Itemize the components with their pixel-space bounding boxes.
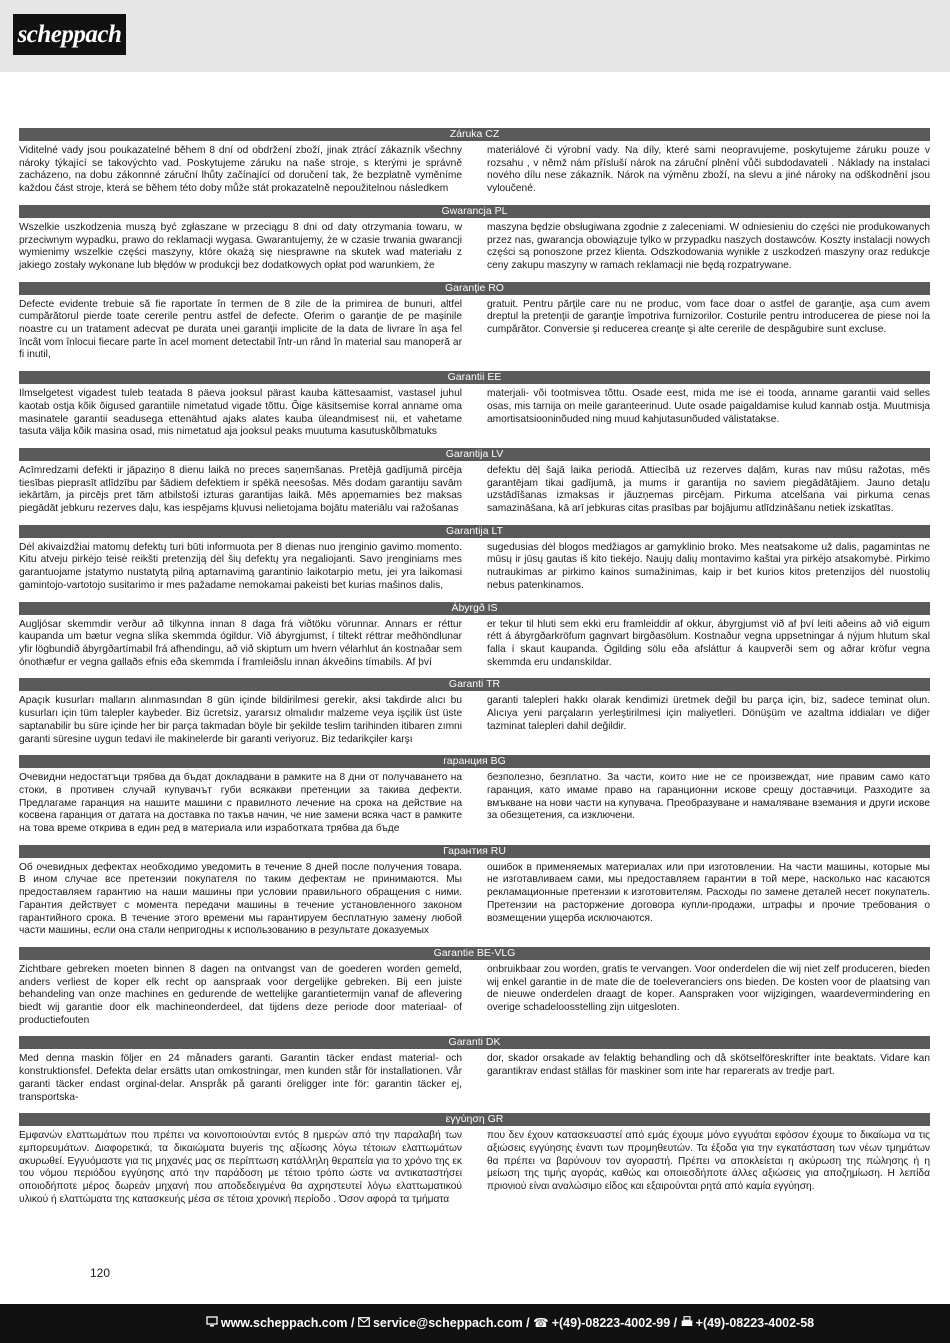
warranty-content xyxy=(19,128,930,1215)
section-text-left: Dėl akivaizdžiai matomų defektų turi būti informuota per 8 dienas nuo įrenginio gavimo momento. Kitu atveju pirkėjo teisė reikšti pretenziją dėl šių defektų yra negaliojanti. Savo įrenginiams mes garantuojame įstatymo nustatytą pilną aptarnavimą garantinio laikotarpio metu, jei yra laikomasi gamintojo-vartotojo susitarimo ir mes pažadame nemokamai pakeisti bet kurias mašinos dalis, xyxy=(19,541,462,591)
page-number: 120 xyxy=(90,1266,111,1280)
section-text-left: Defecte evidente trebuie să fie raportate în termen de 8 zile de la primirea de bunuri, altfel cumpărătorul pierde toate cererile pentru astfel de defecte. Oferim o garanţie de pe maşinile noastre cu un tratament adecvat pe durata unei garanţii implicite de la data de livrare în aşa fel încât vom înlocui fiecare parte în acel moment detectabil într-un rând în material sau manoperă ar fi inutil, xyxy=(19,298,462,361)
section-text-left: Apaçık kusurları malların alınmasından 8 gün içinde bildirilmesi gerekir, aksi takdirde alıcı bu kusurları için tüm talepler kaybeder. Biz ücretsiz, yararsız olmalıdır malzeme veya işçilik üst üste saptanabilir bu süre içinde her bir parça takmadan böyle bir şekilde teslim tarihinden itibaren zımni garanti süresine uygun tedavi ile makinelerde bir garanti veriyoruz. Biz tedarikçiler karşı xyxy=(19,695,462,745)
footer-fax: +(49)-08223-4002-58 xyxy=(695,1316,815,1330)
section-text-left: Ilmselgetest vigadest tuleb teatada 8 päeva jooksul pärast kauba kättesaamist, vastasel juhul kaotab ostja kõik õigused garantiile nimetatud vigade tõttu. Õige käsitsemise korral anname oma masinatele garantii seadusega ettenähtud ajaks alates kauba üleandmisest nii, et vahetame tasuta välja kõik masina osad, mis nimetatud aja jooksul peaks muutuma kasutuskõlbmatuks xyxy=(19,388,462,438)
section-text-right: er tekur til hluti sem ekki eru framleiddir af okkur, ábyrgjumst við af því leiti aðeins að við eigum rétt á ábyrgðarkröfum gagnvart birgðasölum. Kostnaður vegna uppsetningar á nýjum hlutum skal falla í skaut kaupanda. Ógilding sölu eða afsláttur á kaupverði sem og aðrar kröfur vegna skemmda eru undanskildar. xyxy=(487,618,930,668)
section-text-right: безполезно, безплатно. За части, които ние не се произвеждат, ние правим само като гаранция, като имаме право на гаранционни искове срещу доставчици. Разходите за вмъкване на нови части на купувача. Преобразуване и намаляване вземания и други искове за обезщетения, са изключени. xyxy=(487,772,930,822)
warranty-section-ee xyxy=(19,371,930,439)
section-heading: Garanti TR xyxy=(19,678,930,691)
section-heading: Ábyrgð IS xyxy=(19,602,930,615)
fax-icon xyxy=(681,1304,693,1343)
warranty-section-lt xyxy=(19,525,930,593)
section-text-right: onbruikbaar zou worden, gratis te vervangen. Voor onderdelen die wij niet zelf produceren, bieden wij enkel garantie in de mate die de toeleveranciers ons bieden. De kosten voor de plaatsing van de nieuwe onderdelen draagt de koper. Aanspraken voor wijzigingen, waardevermindering en overige schadeloosstelling zijn uitgesloten. xyxy=(487,963,930,1014)
section-text-left: Viditelné vady jsou poukazatelné během 8 dní od obdržení zboží, jinak ztrácí zákazník všechny nároky týkající se takovýchto vad. Poskytujeme záruku na naše stroje, s kterými je správně zacházeno, na dobu zákonnné záruční lhůty začínající od doručení tak, že bezplatně vyměníme každou část stroje, která se během této doby může stát prokazatelně nepoužitelnou následkem xyxy=(19,145,462,195)
warranty-section-be-vlg xyxy=(19,947,930,1028)
section-text-right: materjali- või tootmisvea tõttu. Osade eest, mida me ise ei tooda, anname garantii vaid selles osas, mis tarnija on meile garanteerinud. Uute osade paigaldamise kulud kannab ostja. Muutmisja amortisatsiooninõuded ning muud kahjutasunõuded välistatakse. xyxy=(487,388,930,425)
computer-icon xyxy=(206,1304,218,1343)
warranty-section-cz xyxy=(19,128,930,196)
section-text-left: Zichtbare gebreken moeten binnen 8 dagen na ontvangst van de goederen worden gemeld, anders verliest de koper elk recht op aanspraak voor dergelijke gebreken. Bij een juiste behandeling van onze machines en gedurende de wettelijke garantietermijn vanaf de aflevering biedt wij garantie door elk machineonderdeel, dat tijdens deze periode door materiaal- of productiefouten xyxy=(19,963,462,1026)
warranty-section-ru xyxy=(19,845,930,938)
section-text-left: Εμφανών ελαττωμάτων που πρέπει να κοινοποιούνται εντός 8 ημερών από την παραλαβή των εμπορευμάτων. Διαφορετικά, τα δικαιώματα buyeris της αξίωσης λόγω τέτοιων ελαττωμάτων ακυρωθεί. Εγγυόμαστε για τις μηχανές μας σε περίπτωση κατάλληλη θεραπεία για το χρόνο της εκ του νόμου περιόδου εγγύησης από την παράδοση με τέτοιο τρόπο ώστε να αντικαταστήσει οποιοδήποτε μέρος δωρεάν μηχανή που αποδεδειγμένα θα αχρηστευτεί λόγω ελαττωματικού υλικού ή ελαττώματα της κατασκευής μέσα σε τέτοια χρονική περίοδο . Όσον αφορά τα τμήματα xyxy=(19,1130,462,1205)
section-text-left: Augljósar skemmdir verður að tilkynna innan 8 daga frá viðtöku vörunnar. Annars er réttur kaupanda um bætur vegna slíka skemmda ógildur. Við ábyrgjumst, í tiltekt réttrar meðhöndlunar yfir lögbundið ábyrgðartímabil frá afhendingu, að við skiptum um hvern vélarhlut án kostnaðar sem ónothæfur er vegna gallaðs efnis eða skemmda í framleiðslu innan ákveðins tímabils. Af því xyxy=(19,618,462,668)
warranty-section-gr xyxy=(19,1113,930,1206)
section-heading: Gwarancja PL xyxy=(19,205,930,218)
warranty-section-tr xyxy=(19,678,930,746)
mail-icon xyxy=(358,1304,370,1343)
warranty-section-pl xyxy=(19,205,930,273)
section-text-right: materiálové či výrobní vady. Na díly, které sami neopravujeme, poskytujeme záruku pouze v rozsahu , v němž nám přísluší nárok na záruční plnění vůči subdodavateli . Náklady na instalaci nového dílu nese zákazník. Nárok na výměnu zboží, na slevu a jiné nároky na odškodnění jsou vyloučené. xyxy=(487,145,930,195)
section-text-right: sugedusias dėl blogos medžiagos ar gamyklinio broko. Mes neatsakome už dalis, pagamintas ne mūsų ir jūsų gautas iš kito tiekėjo. Naujų dalių montavimo kaštai yra pirkėjo atsakomybė. Pirkimo nutraukimas ar pirkimo kainos sumažinimas, kaip ir bet kurios kitos pretenzijos dėl nuostolių nebus patenkinamos. xyxy=(487,541,930,591)
section-text-right: gratuit. Pentru părţile care nu ne produc, vom face doar o astfel de garanţie, aşa cum avem dreptul la pretenţii de garanţie împotriva furnizorilor. Costurile pentru introducerea de piese noi la cumpărător. Conversie şi reducerea creanţe şi alte cererile de despăgubire sunt excluse. xyxy=(487,298,930,336)
warranty-section-ro xyxy=(19,282,930,363)
section-text-right: garanti talepleri hakkı olarak kendimizi üretmek değil bu parça için, biz, sadece teminat olun. Alıcıya yeni parçaların yerleştirilmesi için maliyetleri. Dönüşüm ve azaltma iddiaları ve diğer tazminat talepleri dahil değildir. xyxy=(487,695,930,732)
brand-logo: scheppach xyxy=(13,14,126,55)
section-text-left: Wszelkie uszkodzenia muszą być zgłaszane w przeciągu 8 dni od daty otrzymania towaru, w przeciwnym wypadku, prawo do reklamacji wygasa. Gwarantujemy, że w czasie trwania gwarancji wymienimy wszelkie części maszyny, które okażą się niesprawne na skutek wad materiału z jakiego zostały wykonane lub błędów w produkcji bez dodatkowych opłat pod warunkiem, że xyxy=(19,221,462,271)
section-text-left: Очевидни недостатъци трябва да бъдат докладвани в рамките на 8 дни от получаването на стоки, в противен случай купувачът губи всякакви претенции за такива дефекти. Предлагаме гаранция на нашите машини с правилното лечение на срока на действие на косвена гаранция от датата на доставка по такъв начин, че ние замени всяка част в рамките на това време открива в един ред в материала или изработката трябва да бъде xyxy=(19,772,462,835)
warranty-section-lv xyxy=(19,448,930,516)
section-text-right: ошибок в применяемых материалах или при изготовлении. На части машины, которые мы не изготавливаем сами, мы предоставляем гарантии в той мере, насколько нас касаются рекламационные претензии к изготовителям. Расходы по замене деталей несет покупатель. Претензии на расторжение договора купли-продажи, штрафы и прочие требования о возмещении ущерба исключаются. xyxy=(487,861,930,924)
section-text-left: Acīmredzami defekti ir jāpaziņo 8 dienu laikā no preces saņemšanas. Pretējā gadījumā pircēja tiesības pieprasīt atlīdzību par šādiem defektiem ir spēkā neesošas. Mēs dodam garantiju savām iekārtām, ja pircējs pret tām atbilstoši izturas garantijas laikā. Mēs apņemamies bez maksas piegādāt jebkuru rezerves daļu, kas iespējams kļuvusi nelietojama bojātu materiālu vai ražošanas xyxy=(19,464,462,515)
section-heading: Záruka CZ xyxy=(19,128,930,141)
section-heading: εγγύηση GR xyxy=(19,1113,930,1126)
section-text-left: Об очевидных дефектах необходимо уведомить в течение 8 дней после получения товара. В ином случае все претензии покупателя по таким дефектам не принимаются. Мы предоставляем гарантию на наши машины при условии правильного обращения с ними. Гарантия действует с момента передачи машины в течение установленного законом гарантийного срока. В течение этого времени мы гарантируем бесплатную замену любой части машины, если она стали непригодны к использованию в результате доказуемых xyxy=(19,861,462,937)
footer-phone: +(49)-08223-4002-99 / xyxy=(551,1316,678,1330)
section-text-left: Med denna maskin följer en 24 månaders garanti. Garantin täcker endast material- och konstruktionsfel. Defekta delar ersätts utan omkostningar, men kunden står för installationen. Vår garanti täcker endast orginal-delar. Anspråk på garanti öreligger inte för: garantin täcker ej, transportska- xyxy=(19,1053,462,1103)
section-heading: Garantija LV xyxy=(19,448,930,461)
section-heading: Garantie BE-VLG xyxy=(19,947,930,960)
section-heading: Garanţie RO xyxy=(19,282,930,295)
section-heading: Garantija LT xyxy=(19,525,930,538)
section-heading: Garanti DK xyxy=(19,1036,930,1049)
section-text-right: dor, skador orsakade av felaktig behandling och då skötselföreskrifter inte beaktats. Vidare kan garantikrav endast ställas för maskiner som inte har reparerats av tredje part. xyxy=(487,1053,930,1078)
section-text-right: που δεν έχουν κατασκευαστεί από εμάς έχουμε μόνο εγγυάται εφόσον έχουμε το δικαίωμα να τις αξιώσεις εγγύησης έναντι των προμηθευτών. Τα έξοδα για την εγκατάσταση των νέων τμημάτων θα πρέπει να βαρύνουν τον αγοραστή. Πρέπει να αποκλείεται η ακύρωση της πώλησης ή η μείωση της τιμής αγοράς, καθώς και οποιεσδήποτε άλλες αξιώσεις για αποζημίωση. Η λεπίδα πριονιού είναι αναλώσιμο είδος και εξαιρούνται ρητά από καμία εγγύηση. xyxy=(487,1130,930,1193)
warranty-section-bg xyxy=(19,755,930,836)
section-heading: Garantii EE xyxy=(19,371,930,384)
warranty-section-dk xyxy=(19,1036,930,1104)
phone-icon: ☎ xyxy=(533,1316,549,1330)
section-text-right: defektu dēļ šajā laika periodā. Attiecībā uz rezerves daļām, kuras nav mūsu ražotas, mēs garantējam tikai gadījumā, ja mums ir garantija no saviem piegādātājiem. Jauno detaļu uzstādīšanas izmaksas ir jāuzņemas pircējam. Pirkuma atcelšana vai pirkuma cenas samazināšana, kā arī jebkuras citas prasības par bojājumu atlīdzināšanu netiek izskatītas. xyxy=(487,464,930,515)
header-bar xyxy=(0,0,950,72)
footer-website-link[interactable]: www.scheppach.com / xyxy=(220,1316,355,1330)
footer-email-link[interactable]: service@scheppach.com / xyxy=(372,1316,530,1330)
warranty-section-is xyxy=(19,602,930,670)
section-heading: Гарантия RU xyxy=(19,845,930,858)
section-text-right: maszyna będzie obsługiwana zgodnie z zaleceniami. W odniesieniu do części nie produkowanych przez nas, gwarancja obowiązuje tylko w przypadku naszych dostawców. Koszty instalacji nowych części są ponoszone przez klienta. Odszkodowania wynikłe z uszkodzeń maszyny oraz redukcje ceny zakupu maszyny w ramach reklamacji nie będą rozpatrywane. xyxy=(487,221,930,271)
section-heading: гаранция BG xyxy=(19,755,930,768)
footer-bar xyxy=(0,1304,950,1343)
